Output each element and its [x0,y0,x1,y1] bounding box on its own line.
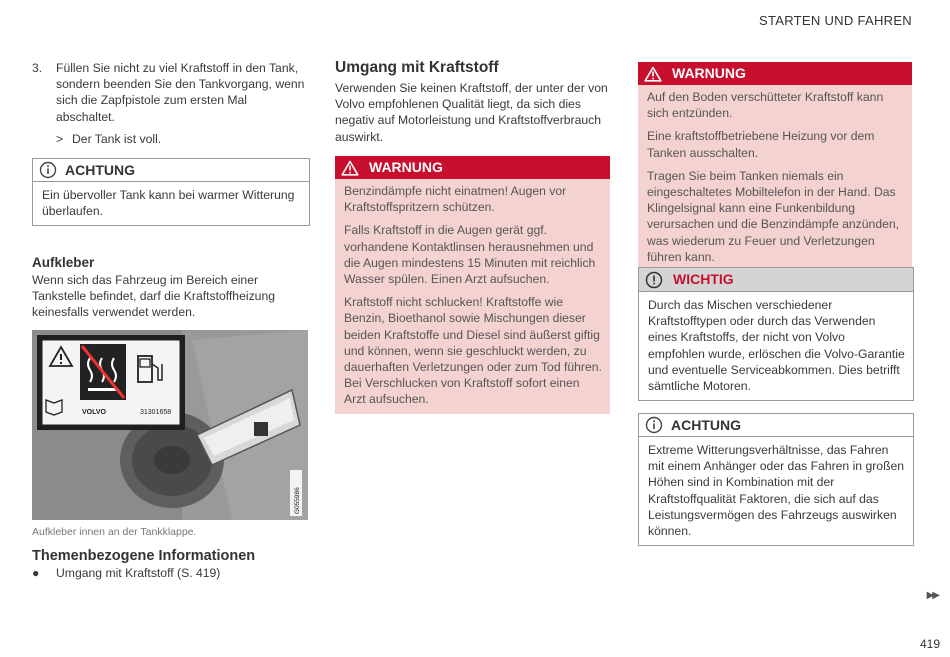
warnung-box-1 [335,156,610,414]
step-text: Füllen Sie nicht zu viel Kraftstoff in den Tank, sondern beenden Sie den Tankvorgang, wenn sich die Zapfpistole zum ersten Mal abschaltet. [56,61,305,124]
bullet-icon: ● [32,566,40,580]
wichtig-header [639,268,913,292]
aufkleber-heading: Aufkleber [32,255,95,270]
warnung-paragraph: Tragen Sie beim Tanken niemals ein eingeschaltetes Mobiltelefon in der Hand. Das Klingelsignal kann eine Funkenbildung verursachen und die Benzindämpfe anzünden, was wiederum zu Feuer und Verletzungen führen kann. [647,168,900,264]
info-circle-icon [645,416,663,434]
related-link[interactable]: Umgang mit Kraftstoff (S. 419) [56,566,221,580]
intro-text: Verwenden Sie keinen Kraftstoff, der unter der von Volvo empfohlenen Qualität liegt, da sich dies negativ auf Motorleistung und Kraftstoffverbrauch auswirkt. [335,81,608,144]
warnung-paragraph: Falls Kraftstoff in die Augen gerät ggf. vorhandene Kontaktlinsen herausnehmen und die Augen mindestens 15 Minuten mit reichlich Wasser spülen. Einen Arzt aufsuchen. [344,223,596,287]
related-item[interactable] [32,565,308,581]
achtung-box-2 [638,413,914,546]
warnung-header [638,62,912,85]
image-caption: Aufkleber innen an der Tankklappe. [32,526,197,538]
achtung-text: Extreme Witterungsverhältnisse, das Fahren mit einem Anhänger oder das Fahren in großen Höhen sind in Kombination mit der Kraftstoffqualität Faktoren, die sich auf das Leistungsvermögen des Fahrzeugs auswirken können. [648,443,905,539]
section-heading: Umgang mit Kraftstoff [335,59,499,76]
step-result [56,131,308,147]
step-3 [32,60,308,147]
aufkleber-text: Wenn sich das Fahrzeug im Bereich einer Tankstelle befindet, darf die Kraftstoffheizung keinesfalls verwendet werden. [32,273,275,320]
next-page-arrows-icon[interactable]: ▶▶ [926,590,938,601]
warnung-body [335,179,610,414]
achtung-title: ACHTUNG [671,416,741,433]
achtung-header [33,159,309,182]
result-text: Der Tank ist voll. [72,131,162,146]
running-header: STARTEN UND FAHREN [759,13,912,28]
achtung-text: Ein übervoller Tank kann bei warmer Witterung überlaufen. [42,188,295,219]
warnung-header [335,156,610,179]
achtung-title: ACHTUNG [65,161,135,178]
page-number: 419 [919,637,940,651]
warnung-paragraph: Auf den Boden verschütteter Kraftstoff kann sich entzünden. [647,90,884,121]
sticker-brand: VOLVO [82,409,106,416]
wichtig-title: WICHTIG [673,271,734,288]
image-id: G055986 [294,487,301,514]
warnung-paragraph: Benzindämpfe nicht einatmen! Augen vor Kraftstoffspritzern schützen. [344,184,567,215]
warnung-paragraph: Kraftstoff nicht schlucken! Kraftstoffe wie Benzin, Bioethanol sowie Mischungen dieser beiden Kraftstoffe und Diesel sind äußerst giftig und können, wenn sie geschluckt werden, zu dauerhaften Verletzungen oder zum Tod führen. Bei Verschlucken von Kraftstoff sofort einen Arzt aufsuchen. [344,295,602,407]
wichtig-box [638,267,914,401]
warnung-title: WARNUNG [672,65,746,82]
warnung-body [638,85,912,271]
warnung-paragraph: Eine kraftstoffbetriebene Heizung vor dem Tanken ausschalten. [647,129,875,160]
warnung-title: WARNUNG [369,159,443,176]
related-heading: Themenbezogene Informationen [32,548,256,564]
sticker-code: 31301658 [140,409,172,416]
warning-triangle-icon [341,160,359,176]
achtung-box-1 [32,158,310,226]
exclamation-circle-icon [645,271,663,289]
step-number: 3. [32,61,43,75]
fuel-flap-sticker-image [32,330,308,520]
warning-triangle-icon [644,66,662,82]
achtung-header [639,414,913,437]
warnung-box-2 [638,62,912,271]
wichtig-text: Durch das Mischen verschiedener Kraftstofftypen oder durch das Verwenden eines Kraftstoffs, der nicht von Volvo empfohlen wurde, erlöschen die Volvo-Garantie und eventuelle Serviceabkommen. Dies betrifft sämtliche Motoren. [648,298,905,394]
info-circle-icon [39,161,57,179]
result-marker: > [56,131,64,146]
